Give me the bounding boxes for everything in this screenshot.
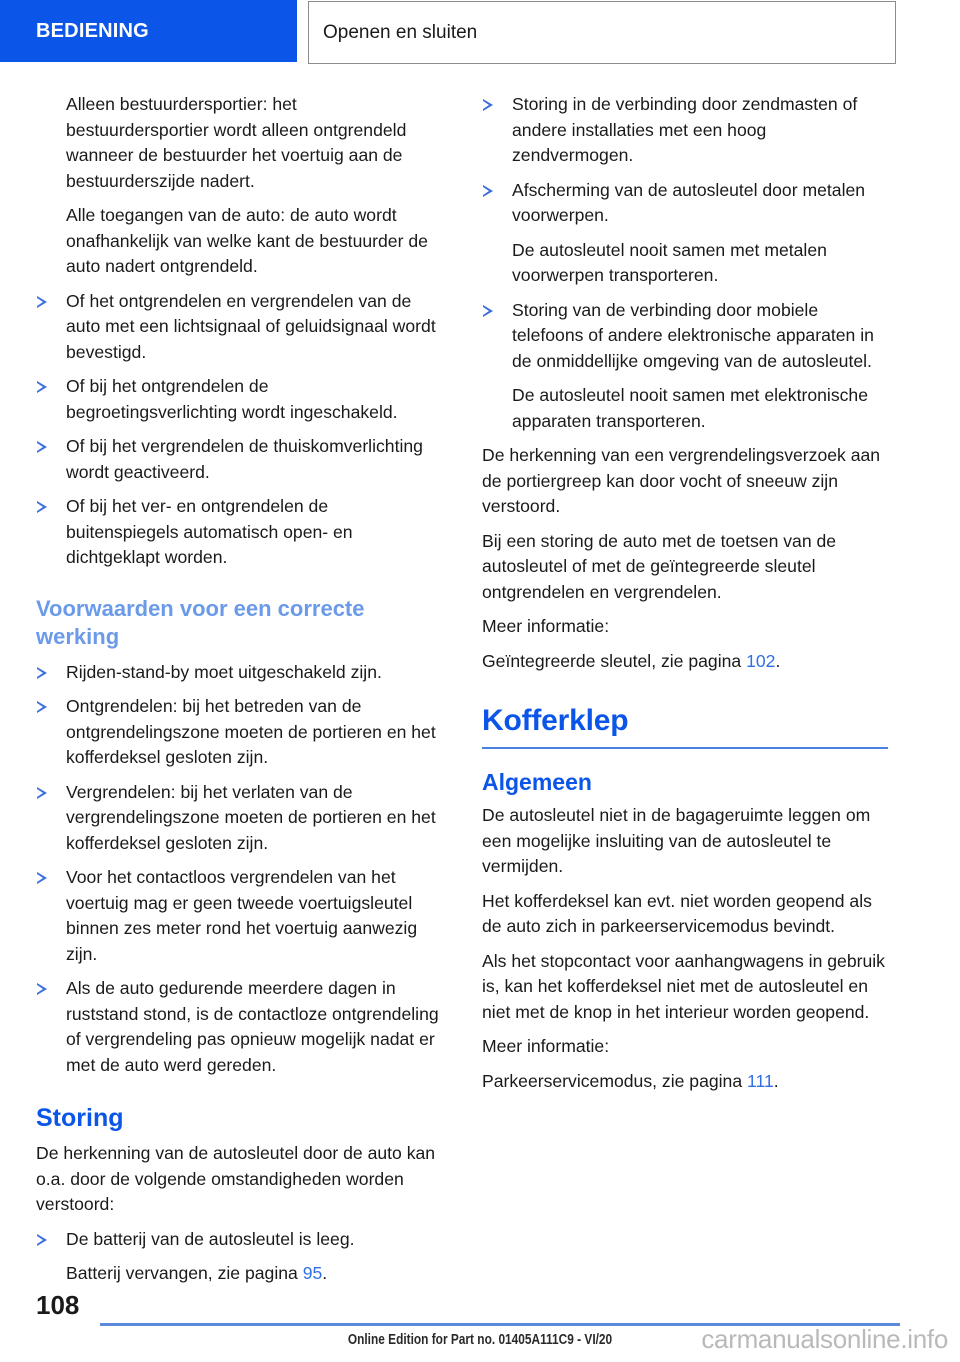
subsection-heading: Algemeen xyxy=(482,769,592,795)
bullet-text: Als de auto gedurende meerdere dagen in ruststand stond, is de contactloze ontgrendeling of vergrendeling pas opnieuw mogelijk nadat er met de auto werd gereden. xyxy=(66,978,439,1075)
bullet-text: De batterij van de autosleutel is leeg. xyxy=(66,1228,355,1249)
xref-suffix: . xyxy=(773,1070,779,1091)
page-number: 108 xyxy=(36,1290,80,1320)
bullet-text: Of bij het vergrendelen de thuiskomverlichting wordt geactiveerd. xyxy=(66,436,423,482)
header-chapter-banner xyxy=(0,0,297,62)
bullet-text: Rijden-stand-by moet uitgeschakeld zijn. xyxy=(66,661,382,682)
triangle-bullet-icon xyxy=(37,787,47,799)
paragraph: Meer informatie: xyxy=(482,616,610,636)
xref-page-link[interactable]: 111 xyxy=(747,1070,774,1091)
section-heading: Kofferklep xyxy=(482,704,888,749)
bullet-text: Ontgrendelen: bij het betreden van de ontgrendelingszone moeten de portieren en het kofferdeksel gesloten zijn. xyxy=(66,696,436,767)
paragraph: Bij een storing de auto met de toetsen van de autosleutel of met de geïntegreerde sleutel ontgrendelen en vergrendelen. xyxy=(482,530,837,602)
subsection-heading: Voorwaarden voor een correcte werking xyxy=(36,595,365,649)
bullet-item xyxy=(36,976,442,1078)
bullet-text: Storing van de verbinding door mobiele telefoons of andere elektronische apparaten in de onmiddellijke omgeving van de autosleutel. xyxy=(512,299,874,371)
xref-label: Parkeerservicemodus, zie pagina xyxy=(482,1070,748,1091)
header-section-label: Openen en sluiten xyxy=(323,21,478,43)
indented-paragraph: Alleen bestuurdersportier: het bestuurdersportier wordt alleen ontgrendeld wanneer de bestuurder het voertuig aan de bestuurderszijde nadert. xyxy=(66,94,407,191)
bullet-text: Voor het contactloos vergrendelen van het voertuig mag er geen tweede voertuigsleutel binnen zes meter rond het voertuig aanwezig zijn. xyxy=(66,867,418,964)
triangle-bullet-icon xyxy=(37,296,47,308)
triangle-bullet-icon xyxy=(483,305,493,317)
xref-label: Geïntegreerde sleutel, zie pagina xyxy=(482,650,747,671)
bullet-item xyxy=(36,660,442,686)
bullet-item xyxy=(482,178,888,229)
bullet-text: Of bij het ontgrendelen de begroetingsverlichting wordt ingeschakeld. xyxy=(66,376,398,422)
bullet-item xyxy=(36,694,442,771)
bullet-item xyxy=(36,434,442,485)
bullet-item xyxy=(36,289,442,366)
xref-label: Batterij vervangen, zie pagina xyxy=(66,1263,303,1283)
xref-suffix: . xyxy=(322,1263,328,1283)
paragraph: Meer informatie: xyxy=(482,1036,610,1056)
edition-note: Online Edition for Part no. 01405A111C9 - VI/20 xyxy=(347,1332,613,1348)
triangle-bullet-icon xyxy=(37,381,47,393)
bullet-item xyxy=(36,374,442,425)
subsection-heading: Storing xyxy=(36,1104,124,1132)
triangle-bullet-icon xyxy=(37,441,47,453)
xref-page-link[interactable]: 102 xyxy=(746,650,776,671)
triangle-bullet-icon xyxy=(37,501,47,513)
right-text-column xyxy=(482,92,888,1103)
bullet-item xyxy=(482,92,888,169)
triangle-bullet-icon xyxy=(483,99,493,111)
xref-page-link[interactable]: 95 xyxy=(302,1263,323,1283)
header-section-box xyxy=(308,1,896,64)
paragraph: De herkenning van de autosleutel door de auto kan o.a. door de volgende omstandigheden worden verstoord: xyxy=(36,1143,436,1214)
triangle-bullet-icon xyxy=(37,872,47,884)
bullet-item xyxy=(36,1227,442,1253)
paragraph: Het kofferdeksel kan evt. niet worden geopend als de auto zich in parkeerservicemodus bevindt. xyxy=(482,890,872,936)
indented-paragraph: De autosleutel nooit samen met elektronische apparaten transporteren. xyxy=(512,385,868,431)
cross-reference-paragraph xyxy=(482,649,888,675)
bullet-text: Afscherming van de autosleutel door metalen voorwerpen. xyxy=(512,179,866,225)
bullet-item xyxy=(482,298,888,375)
triangle-bullet-icon xyxy=(37,1234,47,1246)
header-chapter-label: BEDIENING xyxy=(36,19,149,42)
triangle-bullet-icon xyxy=(37,701,47,713)
page-header xyxy=(0,0,960,68)
bullet-item xyxy=(36,780,442,857)
site-watermark: carmanualsonline.info xyxy=(701,1324,948,1354)
xref-suffix: . xyxy=(775,650,781,671)
indented-paragraph: De autosleutel nooit samen met metalen voorwerpen transporteren. xyxy=(512,239,827,285)
left-text-column xyxy=(36,92,442,1296)
paragraph: Als het stopcontact voor aanhangwagens in gebruik is, kan het kofferdeksel niet met de autosleutel en niet met de knop in het interieur worden geopend. xyxy=(482,950,885,1022)
page-footer xyxy=(0,1284,960,1362)
indented-paragraph: Alle toegangen van de auto: de auto wordt onafhankelijk van welke kant de bestuurder de auto nadert ontgrendeld. xyxy=(66,205,428,276)
paragraph: De herkenning van een vergrendelingsverzoek aan de portiergreep kan door vocht of sneeuw zijn verstoord. xyxy=(482,445,881,516)
cross-reference-paragraph xyxy=(66,1261,442,1287)
triangle-bullet-icon xyxy=(37,983,47,995)
triangle-bullet-icon xyxy=(483,185,493,197)
bullet-text: Vergrendelen: bij het verlaten van de vergrendelingszone moeten de portieren en het kofferdeksel gesloten zijn. xyxy=(66,781,436,853)
triangle-bullet-icon xyxy=(37,667,47,679)
bullet-text: Of bij het ver- en ontgrendelen de buitenspiegels automatisch open- en dichtgeklapt worden. xyxy=(66,496,353,567)
bullet-text: Storing in de verbinding door zendmasten of andere installaties met een hoog zendvermogen. xyxy=(512,94,858,165)
cross-reference-paragraph xyxy=(482,1069,888,1095)
bullet-text: Of het ontgrendelen en vergrendelen van de auto met een lichtsignaal of geluidsignaal wordt bevestigd. xyxy=(66,290,436,362)
bullet-item xyxy=(36,494,442,571)
bullet-item xyxy=(36,865,442,967)
paragraph: De autosleutel niet in de bagageruimte leggen om een mogelijke insluiting van de autosleutel te vermijden. xyxy=(482,805,871,876)
